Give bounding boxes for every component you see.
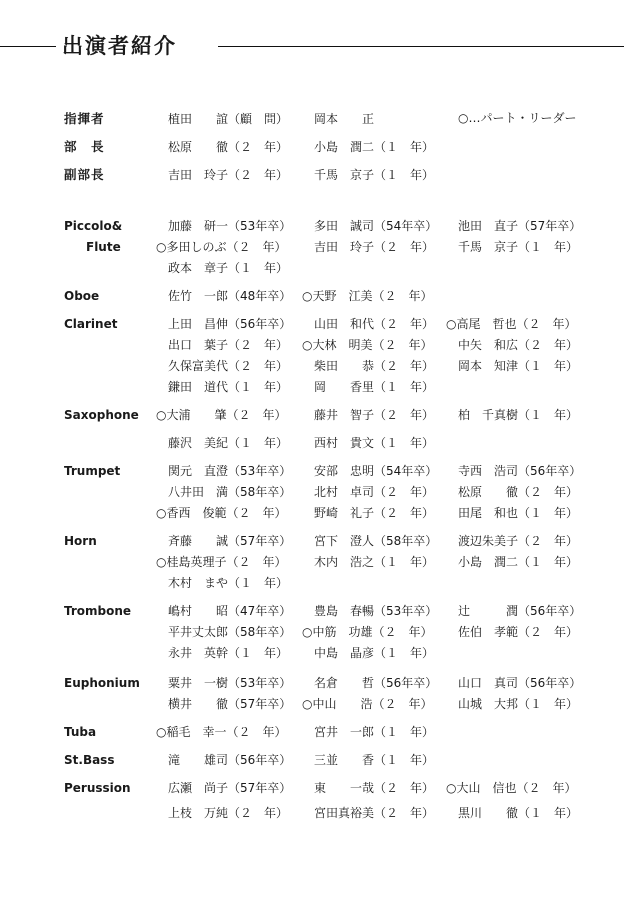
member-entry: 岡本 知津（１ 年） — [446, 359, 579, 373]
member-entry: 滝 雄司（56年卒） — [156, 753, 292, 767]
member-entry: 久保富美代（２ 年） — [156, 359, 289, 373]
member-entry: 藤井 智子（２ 年） — [302, 408, 435, 422]
member-entry: 八井田 満（58年卒） — [156, 485, 292, 499]
member-entry: 山口 真司（56年卒） — [446, 676, 582, 690]
member-entry: ○大浦 肇（２ 年） — [156, 408, 287, 422]
member-entry: ○中筋 功雄（２ 年） — [302, 625, 433, 639]
section-row — [0, 552, 640, 572]
member-entry: ○中山 浩（２ 年） — [302, 697, 433, 711]
member-entry: 藤沢 美紀（１ 年） — [156, 436, 289, 450]
member-entry: 辻 潤（56年卒） — [446, 604, 582, 618]
member-entry: ○高尾 哲也（２ 年） — [446, 317, 577, 331]
section-label: Horn — [64, 534, 97, 548]
section-row — [0, 335, 640, 355]
member-entry: ○大山 信也（２ 年） — [446, 781, 577, 795]
member-entry: ○桂島英理子（２ 年） — [156, 555, 287, 569]
page-title: 出演者紹介 — [62, 34, 177, 58]
section-label: Saxophone — [64, 408, 139, 422]
member-entry: 東 一哉（２ 年） — [302, 781, 435, 795]
section-label: Trumpet — [64, 464, 121, 478]
part-leader-legend: ○…パート・リーダー — [458, 111, 577, 125]
officer-member: 松原 徹（２ 年） — [156, 140, 289, 154]
member-entry: 中矢 和広（２ 年） — [446, 338, 579, 352]
section-row — [0, 258, 640, 278]
member-entry: 粟井 一樹（53年卒） — [156, 676, 292, 690]
member-entry: 鎌田 道代（１ 年） — [156, 380, 289, 394]
officer-label: 指揮者 — [64, 111, 105, 126]
section-label: Piccolo& — [64, 219, 123, 233]
officer-row-conductor — [0, 109, 640, 129]
section-row — [0, 622, 640, 642]
member-entry: 加藤 研一（53年卒） — [156, 219, 292, 233]
member-entry: 宮井 一郎（１ 年） — [302, 725, 435, 739]
member-entry: 横井 徹（57年卒） — [156, 697, 292, 711]
section-row — [0, 286, 640, 306]
member-entry: 名倉 哲（56年卒） — [302, 676, 438, 690]
member-entry: 斉藤 誠（57年卒） — [156, 534, 292, 548]
member-entry: 山城 大邦（１ 年） — [446, 697, 579, 711]
section-row — [0, 405, 640, 425]
member-entry: 宮田真裕美（２ 年） — [302, 806, 435, 820]
member-entry: ○天野 江美（２ 年） — [302, 289, 433, 303]
section-label: Oboe — [64, 289, 100, 303]
member-entry: 黒川 徹（１ 年） — [446, 806, 579, 820]
member-entry: 安部 忠明（54年卒） — [302, 464, 438, 478]
member-entry: 山田 和代（２ 年） — [302, 317, 435, 331]
member-entry: 木内 浩之（１ 年） — [302, 555, 435, 569]
section-row — [0, 216, 640, 236]
member-entry: 寺西 浩司（56年卒） — [446, 464, 582, 478]
officer-member: 小島 潤二（１ 年） — [302, 140, 435, 154]
section-row — [0, 803, 640, 823]
section-row — [0, 482, 640, 502]
title-rule-right — [218, 46, 624, 47]
member-entry: 佐伯 孝範（２ 年） — [446, 625, 579, 639]
member-entry: 嶋村 昭（47年卒） — [156, 604, 292, 618]
member-entry: 柏 千真樹（１ 年） — [446, 408, 579, 422]
member-entry: 豊島 春暢（53年卒） — [302, 604, 438, 618]
section-row — [0, 778, 640, 798]
section-row — [0, 377, 640, 397]
section-row — [0, 673, 640, 693]
section-row — [0, 433, 640, 453]
member-entry: 北村 卓司（２ 年） — [302, 485, 435, 499]
member-entry: 柴田 恭（２ 年） — [302, 359, 435, 373]
member-entry: 上田 昌伸（56年卒） — [156, 317, 292, 331]
section-row — [0, 573, 640, 593]
member-entry: 多田 誠司（54年卒） — [302, 219, 438, 233]
section-label: St.Bass — [64, 753, 115, 767]
member-entry: ○香西 俊範（２ 年） — [156, 506, 287, 520]
section-row — [0, 601, 640, 621]
officer-member: 千馬 京子（１ 年） — [302, 168, 435, 182]
section-row — [0, 531, 640, 551]
officer-row-director — [0, 137, 640, 157]
section-row — [0, 314, 640, 334]
member-entry: 野崎 礼子（２ 年） — [302, 506, 435, 520]
officer-row-vice-director — [0, 165, 640, 185]
section-row — [0, 722, 640, 742]
title-rule-left — [0, 46, 56, 47]
member-entry: 田尾 和也（１ 年） — [446, 506, 579, 520]
officer-member: 植田 誼（顧 問） — [156, 112, 289, 126]
member-entry: 平井丈太郎（58年卒） — [156, 625, 292, 639]
section-row — [0, 694, 640, 714]
section-row — [0, 643, 640, 663]
member-entry: 小島 潤二（１ 年） — [446, 555, 579, 569]
member-entry: 西村 貴文（１ 年） — [302, 436, 435, 450]
section-row — [0, 503, 640, 523]
member-entry: 関元 直澄（53年卒） — [156, 464, 292, 478]
title-bar — [0, 32, 640, 62]
member-entry: 上枝 万純（２ 年） — [156, 806, 289, 820]
section-label: Euphonium — [64, 676, 140, 690]
section-label: Clarinet — [64, 317, 118, 331]
officer-member: 吉田 玲子（２ 年） — [156, 168, 289, 182]
member-entry: 政本 章子（１ 年） — [156, 261, 289, 275]
section-label: Perussion — [64, 781, 131, 795]
member-entry: 中島 晶彦（１ 年） — [302, 646, 435, 660]
member-entry: ○大林 明美（２ 年） — [302, 338, 433, 352]
member-entry: 吉田 玲子（２ 年） — [302, 240, 435, 254]
section-row — [0, 237, 640, 257]
member-entry: 出口 葉子（２ 年） — [156, 338, 289, 352]
section-row — [0, 750, 640, 770]
member-entry: 佐竹 一郎（48年卒） — [156, 289, 292, 303]
officer-label: 副部長 — [64, 167, 105, 182]
section-row — [0, 461, 640, 481]
member-entry: 松原 徹（２ 年） — [446, 485, 579, 499]
member-entry: 広瀬 尚子（57年卒） — [156, 781, 292, 795]
member-entry: 池田 直子（57年卒） — [446, 219, 582, 233]
member-entry: 千馬 京子（１ 年） — [446, 240, 579, 254]
section-label: Tuba — [64, 725, 97, 739]
member-entry: ○多田しのぶ（２ 年） — [156, 240, 287, 254]
section-row — [0, 356, 640, 376]
section-label: Trombone — [64, 604, 132, 618]
member-entry: 渡辺朱美子（２ 年） — [446, 534, 579, 548]
member-entry: 岡 香里（１ 年） — [302, 380, 435, 394]
member-entry: ○稲毛 幸一（２ 年） — [156, 725, 287, 739]
section-label: Flute — [86, 240, 121, 254]
officer-label: 部 長 — [64, 139, 105, 154]
member-entry: 宮下 澄人（58年卒） — [302, 534, 438, 548]
member-entry: 木村 まや（１ 年） — [156, 576, 289, 590]
member-entry: 永井 英幹（１ 年） — [156, 646, 289, 660]
officer-member: 岡本 正 — [302, 112, 375, 126]
member-entry: 三並 香（１ 年） — [302, 753, 435, 767]
